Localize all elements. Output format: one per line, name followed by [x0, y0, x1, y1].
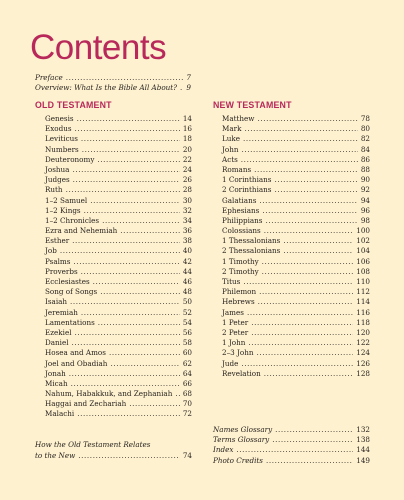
entry-page: 58 — [182, 338, 192, 348]
entry-page: 38 — [182, 236, 192, 246]
entry-page: 122 — [356, 338, 370, 348]
toc-entry[interactable] — [222, 287, 370, 297]
entry-label: Revelation — [222, 368, 261, 378]
dot-leader — [257, 114, 357, 124]
entry-page: 60 — [182, 348, 192, 358]
toc-entry[interactable] — [45, 257, 192, 267]
entry-label: 1 Timothy — [222, 256, 259, 266]
dot-leader — [78, 451, 180, 461]
dot-leader — [109, 348, 180, 358]
entry-label: Philemon — [222, 287, 257, 297]
entry-label: Jude — [222, 358, 239, 368]
toc-entry[interactable] — [222, 196, 370, 206]
dot-leader — [247, 308, 353, 318]
toc-entry[interactable] — [222, 216, 370, 226]
entry-page: 66 — [182, 378, 192, 388]
entry-label: Philippians — [222, 215, 263, 225]
entry-label: Colossians — [222, 226, 261, 236]
toc-entry[interactable] — [222, 338, 370, 348]
dot-leader — [272, 435, 353, 445]
dot-leader — [75, 328, 180, 338]
toc-entry[interactable] — [45, 236, 192, 246]
toc-entry[interactable] — [222, 328, 370, 338]
entry-page: 62 — [182, 358, 192, 368]
dot-leader — [129, 399, 180, 409]
dot-leader — [73, 257, 179, 267]
entry-label: Ecclesiastes — [45, 277, 90, 286]
dot-leader — [248, 338, 353, 348]
entry-label: 1–2 Samuel — [45, 195, 88, 205]
entry-label: Esther — [45, 236, 70, 246]
dot-leader — [66, 73, 184, 83]
entry-label: Hebrews — [222, 297, 255, 307]
toc-entry[interactable] — [222, 236, 370, 246]
dot-leader — [93, 277, 180, 287]
dot-leader — [264, 226, 354, 236]
dot-leader — [266, 456, 353, 466]
entry-label: Daniel — [45, 338, 69, 348]
entry-page: 86 — [360, 154, 370, 164]
toc-entry[interactable] — [45, 287, 192, 297]
dot-leader — [97, 155, 179, 165]
entry-page: 116 — [356, 307, 370, 317]
entry-label: Hosea and Amos — [45, 348, 106, 358]
entry-label: Micah — [45, 378, 68, 388]
toc-entry[interactable] — [222, 165, 370, 175]
dot-leader — [175, 389, 180, 399]
toc-entry[interactable] — [213, 435, 370, 445]
entry-page: 102 — [356, 236, 370, 246]
dot-leader — [264, 369, 354, 379]
entry-label: Galatians — [222, 195, 257, 205]
entry-label: 2 Peter — [222, 327, 249, 337]
toc-entry[interactable] — [45, 267, 192, 277]
entry-label: Mark — [222, 124, 242, 134]
toc-entry[interactable] — [213, 425, 370, 435]
toc-entry[interactable] — [45, 369, 192, 379]
dot-leader — [251, 328, 353, 338]
toc-entry[interactable] — [222, 246, 370, 256]
entry-page: 32 — [182, 205, 192, 215]
entry-label: 1–2 Kings — [45, 205, 81, 215]
toc-entry[interactable] — [222, 175, 370, 185]
dot-leader — [257, 348, 354, 358]
entry-page: 40 — [182, 246, 192, 256]
dot-leader — [77, 409, 180, 419]
entry-label: Judges — [45, 175, 70, 185]
entry-page: 120 — [356, 327, 370, 337]
entry-label: Leviticus — [45, 134, 78, 144]
entry-page: 112 — [356, 287, 370, 297]
toc-entry[interactable] — [222, 348, 370, 358]
new-testament-heading: NEW TESTAMENT — [213, 100, 292, 110]
toc-entry[interactable] — [45, 328, 192, 338]
dot-leader — [81, 308, 180, 318]
toc-entry[interactable] — [35, 83, 191, 93]
entry-page: 18 — [182, 134, 192, 144]
entry-page: 36 — [182, 226, 192, 236]
entry-page: 46 — [182, 277, 192, 286]
entry-page: 144 — [356, 445, 370, 455]
dot-leader — [258, 297, 354, 307]
toc-entry[interactable] — [45, 379, 192, 389]
entry-page: 84 — [360, 144, 370, 154]
toc-entry[interactable] — [45, 246, 192, 256]
dot-leader — [259, 287, 353, 297]
dot-leader — [70, 297, 180, 307]
entry-page: 114 — [356, 297, 370, 307]
dot-leader — [72, 165, 179, 175]
dot-leader — [244, 124, 357, 134]
new-testament-list — [222, 114, 370, 379]
entry-page: 100 — [356, 226, 370, 236]
dot-leader — [110, 359, 179, 369]
entry-label: Malachi — [45, 409, 75, 419]
toc-entry[interactable] — [45, 389, 192, 399]
back-matter-list — [213, 425, 370, 466]
toc-entry[interactable] — [222, 369, 370, 379]
dot-leader — [262, 267, 354, 277]
toc-entry[interactable] — [45, 359, 192, 369]
entry-page: 88 — [360, 164, 370, 174]
dot-leader — [72, 236, 180, 246]
entry-page: 149 — [356, 455, 370, 465]
dot-leader — [241, 145, 357, 155]
entry-label: Ezra and Nehemiah — [45, 226, 118, 236]
dot-leader — [100, 287, 180, 297]
entry-page: 90 — [360, 175, 370, 185]
dot-leader — [274, 175, 357, 185]
dot-leader — [262, 206, 358, 216]
toc-entry[interactable] — [222, 226, 370, 236]
entry-label: Isaiah — [45, 297, 68, 307]
toc-entry[interactable] — [45, 145, 192, 155]
entry-page: 42 — [182, 256, 192, 266]
entry-label: Job — [45, 246, 57, 256]
toc-entry[interactable] — [45, 297, 192, 307]
entry-page: 50 — [182, 297, 192, 307]
dot-leader — [120, 226, 180, 236]
entry-label: Joel and Obadiah — [45, 358, 108, 368]
dot-leader — [71, 379, 180, 389]
entry-label: 1 Thessalonians — [222, 236, 281, 246]
toc-entry[interactable] — [222, 145, 370, 155]
entry-page: 74 — [182, 450, 192, 460]
toc-entry[interactable] — [222, 359, 370, 369]
toc-entry[interactable] — [45, 155, 192, 165]
dot-leader — [102, 216, 180, 226]
entry-label: Deuteronomy — [45, 154, 95, 164]
entry-page: 98 — [360, 215, 370, 225]
dot-leader — [262, 257, 354, 267]
entry-page: 128 — [356, 368, 370, 378]
entry-label: Lamentations — [45, 317, 95, 327]
entry-label: Proverbs — [45, 266, 78, 276]
entry-page: 126 — [356, 358, 370, 368]
entry-page: 7 — [186, 73, 191, 82]
entry-label: Preface — [35, 73, 63, 82]
entry-label: Jeremiah — [45, 307, 78, 317]
dot-leader — [77, 114, 180, 124]
entry-page: 82 — [360, 134, 370, 144]
toc-entry[interactable] — [45, 114, 192, 124]
entry-label: Joshua — [45, 164, 70, 174]
entry-label: Matthew — [222, 114, 255, 123]
entry-label: Ezekiel — [45, 327, 72, 337]
entry-page: 20 — [182, 144, 192, 154]
entry-page: 138 — [356, 435, 370, 445]
toc-entry[interactable] — [222, 134, 370, 144]
entry-label: 1 Peter — [222, 317, 249, 327]
entry-label: 1 Corinthians — [222, 175, 272, 185]
entry-page: 24 — [182, 164, 192, 174]
entry-label: Jonah — [45, 368, 66, 378]
toc-entry[interactable] — [45, 338, 192, 348]
toc-entry[interactable] — [45, 185, 192, 195]
toc-entry[interactable] — [222, 206, 370, 216]
entry-label: Acts — [222, 154, 238, 164]
entry-label: James — [222, 307, 244, 317]
entry-label: Numbers — [45, 144, 79, 154]
page-title: Contents — [30, 28, 167, 67]
entry-label: 2–3 John — [222, 348, 254, 358]
dot-leader — [90, 196, 180, 206]
toc-entry[interactable] — [222, 155, 370, 165]
toc-entry[interactable] — [213, 445, 370, 455]
relates-line-2: to the New — [35, 450, 76, 460]
dot-leader — [75, 124, 180, 134]
entry-page: 52 — [182, 307, 192, 317]
entry-page: 9 — [186, 83, 191, 93]
entry-page: 110 — [356, 277, 370, 286]
entry-page: 78 — [360, 114, 370, 123]
entry-page: 44 — [182, 266, 192, 276]
entry-page: 96 — [360, 205, 370, 215]
toc-entry[interactable] — [222, 297, 370, 307]
toc-entry[interactable] — [222, 124, 370, 134]
dot-leader — [236, 445, 353, 455]
entry-label: Ephesians — [222, 205, 260, 215]
old-testament-heading: OLD TESTAMENT — [35, 100, 112, 110]
entry-page: 14 — [182, 114, 192, 123]
toc-entry[interactable] — [45, 216, 192, 226]
dot-leader — [69, 369, 180, 379]
dot-leader — [254, 165, 358, 175]
dot-leader — [241, 155, 358, 165]
toc-entry[interactable] — [222, 185, 370, 195]
entry-page: 56 — [182, 327, 192, 337]
entry-page: 132 — [356, 425, 370, 434]
entry-label: Psalms — [45, 256, 71, 266]
toc-entry[interactable] — [45, 226, 192, 236]
dot-leader — [98, 318, 180, 328]
dot-leader — [265, 216, 357, 226]
toc-entry[interactable] — [45, 206, 192, 216]
toc-entry[interactable] — [222, 318, 370, 328]
entry-label: 2 Timothy — [222, 266, 259, 276]
dot-leader — [66, 185, 180, 195]
entry-page: 28 — [182, 185, 192, 195]
toc-entry[interactable] — [45, 124, 192, 134]
entry-label: Romans — [222, 164, 252, 174]
entry-page: 16 — [182, 124, 192, 134]
ot-relates-entry[interactable] — [35, 440, 192, 461]
entry-label: Overview: What Is the Bible All About? — [35, 83, 178, 93]
entry-label: Song of Songs — [45, 287, 98, 297]
entry-label: Names Glossary — [213, 425, 273, 434]
entry-page: 64 — [182, 368, 192, 378]
dot-leader — [241, 359, 353, 369]
toc-entry[interactable] — [45, 196, 192, 206]
entry-page: 54 — [182, 317, 192, 327]
toc-entry[interactable] — [45, 134, 192, 144]
dot-leader — [81, 134, 180, 144]
entry-page: 26 — [182, 175, 192, 185]
toc-entry[interactable] — [45, 399, 192, 409]
entry-label: Nahum, Habakkuk, and Zephaniah — [45, 389, 173, 399]
entry-label: 2 Thessalonians — [222, 246, 281, 256]
entry-label: 1 John — [222, 338, 246, 348]
toc-entry[interactable] — [213, 456, 370, 466]
entry-page: 104 — [356, 246, 370, 256]
entry-label: John — [222, 144, 239, 154]
entry-page: 22 — [182, 154, 192, 164]
dot-leader — [251, 318, 353, 328]
entry-label: 2 Corinthians — [222, 185, 272, 195]
entry-page: 34 — [182, 215, 192, 225]
entry-page: 92 — [360, 185, 370, 195]
toc-entry[interactable] — [45, 308, 192, 318]
entry-page: 124 — [356, 348, 370, 358]
dot-leader — [72, 338, 180, 348]
dot-leader — [243, 134, 358, 144]
entry-page: 48 — [182, 287, 192, 297]
entry-label: Titus — [222, 277, 241, 286]
entry-page: 108 — [356, 266, 370, 276]
entry-page: 118 — [356, 317, 370, 327]
old-testament-list — [45, 114, 192, 420]
toc-entry[interactable] — [45, 409, 192, 419]
dot-leader — [84, 206, 180, 216]
entry-label: Index — [213, 445, 234, 455]
entry-label: Ruth — [45, 185, 63, 195]
entry-page: 106 — [356, 256, 370, 266]
toc-entry[interactable] — [222, 308, 370, 318]
toc-entry[interactable] — [45, 165, 192, 175]
entry-page: 30 — [182, 195, 192, 205]
toc-entry[interactable] — [45, 318, 192, 328]
entry-label: Luke — [222, 134, 241, 144]
toc-entry[interactable] — [45, 277, 192, 287]
front-matter-list — [35, 73, 191, 93]
dot-leader — [275, 425, 353, 435]
entry-label: 1–2 Chronicles — [45, 215, 100, 225]
toc-entry[interactable] — [35, 73, 191, 83]
entry-label: Exodus — [45, 124, 72, 134]
dot-leader — [283, 236, 353, 246]
dot-leader — [274, 185, 357, 195]
entry-label: Terms Glossary — [213, 435, 270, 445]
entry-label: Photo Credits — [213, 455, 263, 465]
toc-entry[interactable] — [222, 114, 370, 124]
dot-leader — [243, 277, 353, 287]
dot-leader — [259, 196, 357, 206]
dot-leader — [82, 145, 180, 155]
entry-page: 80 — [360, 124, 370, 134]
dot-leader — [180, 83, 183, 93]
entry-page: 94 — [360, 195, 370, 205]
toc-entry[interactable] — [45, 175, 192, 185]
entry-page: 72 — [182, 409, 192, 419]
toc-entry[interactable] — [222, 267, 370, 277]
dot-leader — [81, 267, 180, 277]
entry-label: Genesis — [45, 114, 74, 123]
entry-label: Haggai and Zechariah — [45, 399, 127, 409]
dot-leader — [283, 246, 353, 256]
entry-page: 70 — [182, 399, 192, 409]
relates-line-1: How the Old Testament Relates — [35, 440, 151, 449]
dot-leader — [73, 175, 180, 185]
toc-entry[interactable] — [45, 348, 192, 358]
entry-page: 68 — [182, 389, 192, 399]
dot-leader — [60, 246, 180, 256]
toc-entry[interactable] — [222, 257, 370, 267]
toc-entry[interactable] — [222, 277, 370, 287]
